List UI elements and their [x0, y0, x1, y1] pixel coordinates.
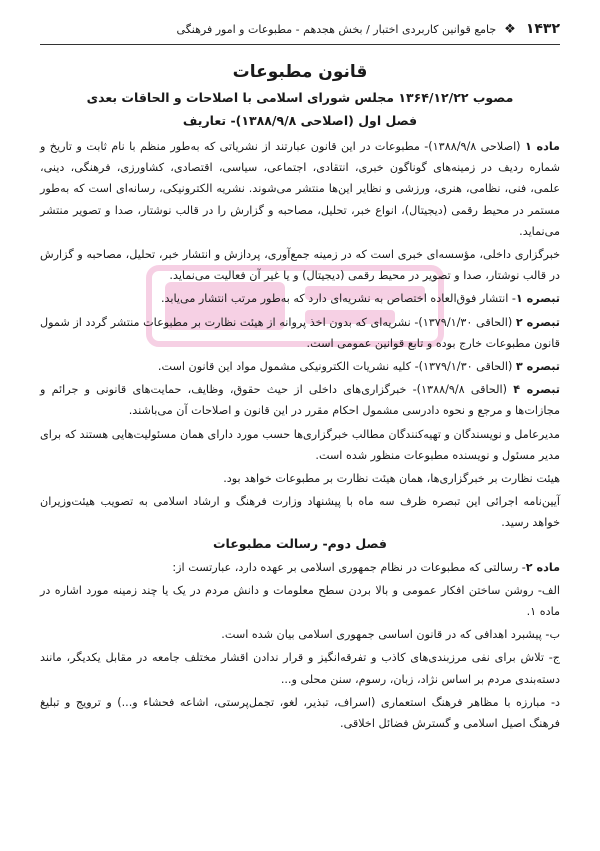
note-1-label: تبصره ۱ — [515, 292, 560, 306]
article-2-label: ماده ۲ — [525, 560, 560, 574]
note-1 — [40, 288, 560, 309]
note-4-paragraph-2: مدیرعامل و نویسندگان و تهیه‌کنندگان مطالب خبرگزاری‌ها حسب مورد دارای همان مسئولیت‌هایی هستند که برای مدیر مسئول و نویسنده مطبوعات منظور شده است. — [40, 427, 560, 462]
law-title: قانون مطبوعات — [232, 62, 368, 82]
note-3-text: (الحاقی ۱۳۷۹/۱/۳۰)- کلیه نشریات الکترونیکی مشمول مواد این قانون است. — [157, 360, 516, 374]
page-number: ۱۴۳۲ — [525, 21, 560, 37]
note-4-paragraph-4: آیین‌نامه اجرائی این تبصره ظرف سه ماه با پیشنهاد وزارت فرهنگ و ارشاد اسلامی به تصویب هیئت‌وزیران خواهد رسید. — [40, 495, 560, 530]
article-2 — [40, 557, 560, 578]
article-1-news-agency: خبرگزاری داخلی، مؤسسه‌ای خبری است که در زمینه جمع‌آوری، پردازش و انتشار خبر، تحلیل، مصاحبه و گزارش در قالب نوشتار، صدا و تصویر در محیط رقمی (دیجیتال) و یا غیر آن فعالیت می‌نماید. — [40, 248, 560, 283]
note-4-label: تبصره ۴ — [513, 383, 560, 397]
note-2 — [40, 312, 560, 354]
article-1 — [40, 136, 560, 242]
note-2-label: تبصره ۲ — [515, 315, 560, 329]
clause-jim: ج- تلاش برای نفی مرزبندی‌های کاذب و تفرقه‌انگیز و قرار ندادن اقشار مختلف جامعه در مقابل یکدیگر، مانند دسته‌بندی مردم بر اساس نژاد، زبان، رسوم، سنن محلی و... — [40, 651, 560, 686]
article-1-text: (اصلاحی ۱۳۸۸/۹/۸)- مطبوعات در این قانون عبارتند از نشریاتی که به‌طور منظم با نام ثابت و تاریخ و شماره ردیف در زمینه‌های گوناگون خبری، انتقادی، اجتماعی، سیاسی، اقتصادی، کشاورزی، فرهنگی، دینی، علمی، فنی، نظامی، هنری، ورزشی و نظایر این‌ها منتشر می‌شوند. نشریه الکترونیکی، رسانه‌ای است که به‌طور مستمر در محیط رقمی (دیجیتال)، انواع خبر، تحلیل، مصاحبه و گزارش را در قالب نوشتار، صدا و تصویر منتشر می‌نماید. — [40, 140, 560, 238]
note-3 — [40, 356, 560, 377]
ornament-icon: ❖ — [504, 21, 516, 37]
chapter-1-heading: فصل اول (اصلاحی ۱۳۸۸/۹/۸)- تعاریف — [182, 113, 418, 128]
note-4-paragraph-3: هیئت نظارت بر خبرگزاری‌ها، همان هیئت نظارت بر مطبوعات خواهد بود. — [223, 472, 560, 486]
note-4 — [40, 379, 560, 421]
clause-dal: د- مبارزه با مظاهر فرهنگ استعماری (اسراف، تبذیر، لغو، تجمل‌پرستی، اشاعه فحشاء و...) و ترویج و تبلیغ فرهنگ اصیل اسلامی و گسترش فضائل اخلاقی. — [40, 695, 560, 731]
running-title: جامع قوانین کاربردی اختبار / بخش هجدهم - مطبوعات و امور فرهنگی — [176, 22, 497, 36]
note-2-text: (الحاقی ۱۳۷۹/۱/۳۰)- نشریه‌ای که بدون اخذ پروانه از هیئت نظارت بر مطبوعات منتشر گردد از شمول قانون مطبوعات خارج بوده و تابع قوانین عمومی است. — [40, 315, 560, 350]
page-body — [40, 62, 560, 736]
clause-be: ب- پیشبرد اهدافی که در قانون اساسی جمهوری اسلامی بیان شده است. — [221, 628, 560, 642]
article-1-label: ماده ۱ — [524, 140, 560, 153]
note-1-text: - انتشار فوق‌العاده اختصاص به نشریه‌ای دارد که به‌طور مرتب انتشار می‌یابد. — [160, 292, 516, 306]
page-header — [40, 14, 560, 45]
law-subtitle: مصوب ۱۳۶۴/۱۲/۲۲ مجلس شورای اسلامی با اصلاحات و الحاقات بعدی — [86, 90, 514, 105]
note-4-text: (الحاقی ۱۳۸۸/۹/۸)- خبرگزاری‌های داخلی از حیث حقوق، وظایف، حمایت‌های قانونی و جرائم و مجازات‌ها و مرجع و نحوه دادرسی مشمول احکام مقرر در این قانون و اصلاحات آن می‌باشند. — [40, 383, 560, 418]
clause-alef: الف- روشن ساختن افکار عمومی و بالا بردن سطح معلومات و دانش مردم در یک یا چند زمینه مورد اشاره در ماده ۱. — [40, 583, 560, 619]
chapter-2-heading: فصل دوم- رسالت مطبوعات — [212, 535, 387, 551]
note-3-label: تبصره ۳ — [515, 360, 560, 374]
article-2-text: - رسالتی که مطبوعات در نظام جمهوری اسلامی بر عهده دارد، عبارتست از: — [172, 560, 526, 574]
